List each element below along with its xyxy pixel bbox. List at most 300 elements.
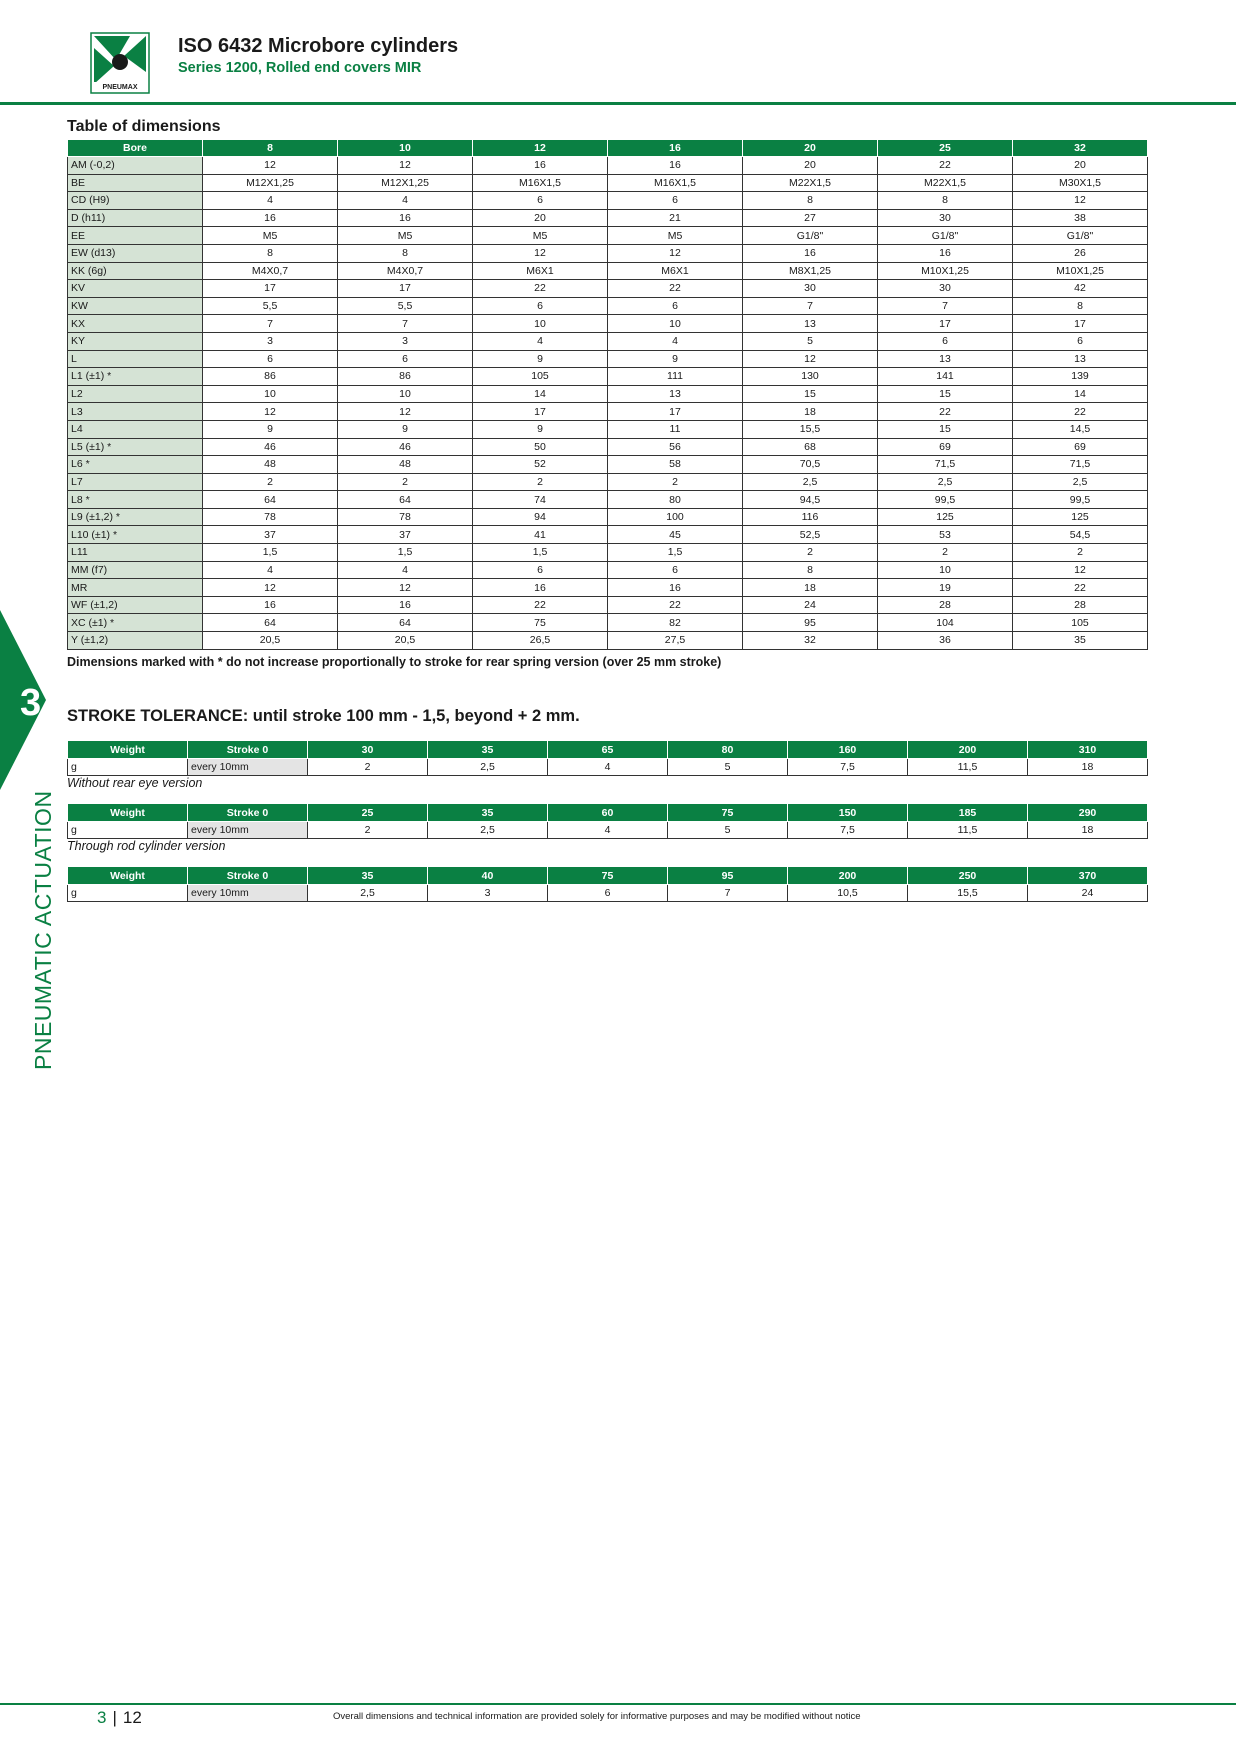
table-cell: M16X1,5	[473, 174, 608, 192]
weight-cell: 3	[428, 885, 548, 902]
table-cell: M16X1,5	[608, 174, 743, 192]
table-cell: 3	[203, 332, 338, 350]
table-cell: 75	[473, 614, 608, 632]
table-cell: 4	[203, 192, 338, 210]
table-cell: 94,5	[743, 491, 878, 509]
weight-header-cell: 35	[308, 867, 428, 885]
weight-table-2	[67, 803, 1148, 839]
table-cell: 46	[203, 438, 338, 456]
weight-cell: 2	[308, 759, 428, 776]
row-label: L8 *	[68, 491, 203, 509]
table-cell: 53	[878, 526, 1013, 544]
bore-column-header: 16	[608, 140, 743, 157]
table-row	[68, 350, 1148, 368]
table-cell: 22	[608, 280, 743, 298]
table-cell: G1/8"	[743, 227, 878, 245]
table-cell: 99,5	[878, 491, 1013, 509]
table-cell: 10	[338, 385, 473, 403]
table-cell: 26,5	[473, 632, 608, 650]
table-cell: 94	[473, 508, 608, 526]
table-cell: 12	[338, 403, 473, 421]
table-row	[68, 403, 1148, 421]
row-label: MM (f7)	[68, 561, 203, 579]
table-cell: 12	[1013, 192, 1148, 210]
weight-header-cell: 80	[668, 741, 788, 759]
table-cell: M5	[608, 227, 743, 245]
table-row	[68, 526, 1148, 544]
row-label: BE	[68, 174, 203, 192]
chapter-number: 3	[20, 682, 42, 724]
weight-header-cell: 60	[548, 804, 668, 822]
table-cell: 5,5	[338, 297, 473, 315]
table-cell: 7	[743, 297, 878, 315]
bore-column-header: 10	[338, 140, 473, 157]
row-label: L1 (±1) *	[68, 368, 203, 386]
weight-header-cell: Weight	[68, 867, 188, 885]
table-cell: 6	[878, 332, 1013, 350]
table-cell: M10X1,25	[878, 262, 1013, 280]
table-cell: 1,5	[608, 544, 743, 562]
table-cell: 2	[878, 544, 1013, 562]
table-row	[68, 473, 1148, 491]
table-cell: 17	[608, 403, 743, 421]
table-cell: 22	[1013, 403, 1148, 421]
table-cell: 12	[338, 157, 473, 175]
table-cell: 12	[473, 244, 608, 262]
weight-value-row	[68, 759, 1148, 776]
table-cell: 46	[338, 438, 473, 456]
table-cell: 10	[878, 561, 1013, 579]
table-cell: 6	[608, 297, 743, 315]
weight-cell: g	[68, 759, 188, 776]
table-cell: 22	[473, 280, 608, 298]
table-cell: G1/8"	[1013, 227, 1148, 245]
table-cell: 6	[473, 561, 608, 579]
table-cell: 7	[203, 315, 338, 333]
table-row	[68, 297, 1148, 315]
table-cell: 86	[203, 368, 338, 386]
weight-header-row	[68, 741, 1148, 759]
table-cell: 64	[203, 491, 338, 509]
weight-table-1	[67, 740, 1148, 776]
table-cell: 12	[338, 579, 473, 597]
page-separator: |	[112, 1708, 117, 1727]
table-cell: 68	[743, 438, 878, 456]
weight-header-cell: 35	[428, 741, 548, 759]
table-cell: 48	[203, 456, 338, 474]
table-row	[68, 632, 1148, 650]
bore-column-header: 12	[473, 140, 608, 157]
table-cell: 1,5	[473, 544, 608, 562]
table-cell: 16	[203, 209, 338, 227]
table-cell: 4	[473, 332, 608, 350]
table-cell: 6	[203, 350, 338, 368]
table-cell: 116	[743, 508, 878, 526]
table-cell: 54,5	[1013, 526, 1148, 544]
weight-header-row	[68, 804, 1148, 822]
table-cell: 9	[338, 420, 473, 438]
weight-header-cell: Stroke 0	[188, 804, 308, 822]
stroke-tolerance-title: STROKE TOLERANCE: until stroke 100 mm - 1,5, beyond + 2 mm.	[67, 707, 580, 725]
table-cell: 22	[878, 403, 1013, 421]
logo-text: PNEUMAX	[102, 84, 138, 91]
weight-header-cell: 370	[1028, 867, 1148, 885]
weight-value-row	[68, 822, 1148, 839]
table-cell: 52,5	[743, 526, 878, 544]
table-cell: 37	[203, 526, 338, 544]
table-cell: 11	[608, 420, 743, 438]
page-section: 3	[97, 1708, 107, 1727]
table-cell: 22	[1013, 579, 1148, 597]
table-cell: M10X1,25	[1013, 262, 1148, 280]
table-cell: 8	[743, 561, 878, 579]
table-cell: 1,5	[338, 544, 473, 562]
row-label: KV	[68, 280, 203, 298]
table-cell: 27	[743, 209, 878, 227]
table-cell: 24	[743, 596, 878, 614]
table-cell: 37	[338, 526, 473, 544]
table-cell: 4	[338, 192, 473, 210]
row-label: MR	[68, 579, 203, 597]
weight-header-cell: 150	[788, 804, 908, 822]
weight-header-cell: 185	[908, 804, 1028, 822]
table-cell: 7	[878, 297, 1013, 315]
table-cell: 1,5	[203, 544, 338, 562]
row-label: L9 (±1,2) *	[68, 508, 203, 526]
weight-header-cell: 30	[308, 741, 428, 759]
table-cell: G1/8"	[878, 227, 1013, 245]
weight-cell: 11,5	[908, 822, 1028, 839]
table-cell: 50	[473, 438, 608, 456]
table-cell: 20	[1013, 157, 1148, 175]
footer-disclaimer: Overall dimensions and technical information are provided solely for informative purposes and may be modified without notice	[333, 1711, 861, 1722]
table-row	[68, 491, 1148, 509]
table-cell: M6X1	[473, 262, 608, 280]
weight-cell: 2	[308, 822, 428, 839]
table-cell: 14,5	[1013, 420, 1148, 438]
table-cell: 16	[338, 209, 473, 227]
table-cell: 2	[338, 473, 473, 491]
table-cell: 6	[338, 350, 473, 368]
table-cell: 3	[338, 332, 473, 350]
table-cell: 100	[608, 508, 743, 526]
row-label: EE	[68, 227, 203, 245]
table-cell: 64	[338, 614, 473, 632]
table-row	[68, 280, 1148, 298]
bore-header: Bore	[68, 140, 203, 157]
weight-header-cell: 95	[668, 867, 788, 885]
table-cell: 10	[608, 315, 743, 333]
table-row	[68, 332, 1148, 350]
table-cell: 17	[878, 315, 1013, 333]
table-cell: 13	[1013, 350, 1148, 368]
table-cell: 9	[608, 350, 743, 368]
table-cell: 74	[473, 491, 608, 509]
table-cell: 12	[743, 350, 878, 368]
row-label: Y (±1,2)	[68, 632, 203, 650]
table-cell: 20,5	[338, 632, 473, 650]
row-label: L7	[68, 473, 203, 491]
table-row	[68, 508, 1148, 526]
table-cell: 5	[743, 332, 878, 350]
table-cell: 58	[608, 456, 743, 474]
weight-header-cell: 290	[1028, 804, 1148, 822]
table-cell: 20	[473, 209, 608, 227]
table-cell: 70,5	[743, 456, 878, 474]
table-row	[68, 579, 1148, 597]
table-cell: 22	[608, 596, 743, 614]
row-label: L6 *	[68, 456, 203, 474]
row-label: CD (H9)	[68, 192, 203, 210]
table-cell: 5,5	[203, 297, 338, 315]
table-cell: 30	[878, 280, 1013, 298]
weight-cell: every 10mm	[188, 822, 308, 839]
table-cell: 22	[878, 157, 1013, 175]
weight-header-cell: 35	[428, 804, 548, 822]
weight-header-cell: Stroke 0	[188, 867, 308, 885]
weight-header-cell: 310	[1028, 741, 1148, 759]
table-cell: M12X1,25	[338, 174, 473, 192]
chapter-label: PNEUMATIC ACTUATION	[30, 790, 56, 1070]
table-cell: 99,5	[1013, 491, 1148, 509]
table-cell: 4	[203, 561, 338, 579]
table-cell: 130	[743, 368, 878, 386]
table-cell: 2,5	[878, 473, 1013, 491]
row-label: KY	[68, 332, 203, 350]
table-cell: 125	[1013, 508, 1148, 526]
table-cell: 105	[473, 368, 608, 386]
table-cell: 6	[608, 561, 743, 579]
page-number	[97, 1708, 142, 1728]
table-cell: 12	[203, 157, 338, 175]
row-label: AM (-0,2)	[68, 157, 203, 175]
table-cell: 2	[743, 544, 878, 562]
bore-column-header: 32	[1013, 140, 1148, 157]
dimensions-title: Table of dimensions	[67, 118, 221, 135]
table-row	[68, 544, 1148, 562]
table-cell: 80	[608, 491, 743, 509]
table-cell: 30	[878, 209, 1013, 227]
table-cell: 10	[473, 315, 608, 333]
table-cell: M8X1,25	[743, 262, 878, 280]
table-cell: 111	[608, 368, 743, 386]
dimensions-header-row	[68, 140, 1148, 157]
weight-value-row	[68, 885, 1148, 902]
weight-header-cell: 250	[908, 867, 1028, 885]
table-row	[68, 438, 1148, 456]
table-cell: 8	[338, 244, 473, 262]
table-cell: 16	[878, 244, 1013, 262]
table-cell: 16	[473, 579, 608, 597]
dimensions-table	[67, 139, 1148, 650]
table-cell: M22X1,5	[878, 174, 1013, 192]
weight-cell: every 10mm	[188, 885, 308, 902]
weight-caption-1: Without rear eye version	[67, 776, 203, 790]
row-label: KK (6g)	[68, 262, 203, 280]
page-title: ISO 6432 Microbore cylinders	[178, 35, 459, 57]
table-cell: 2	[608, 473, 743, 491]
weight-cell: 7,5	[788, 822, 908, 839]
row-label: XC (±1) *	[68, 614, 203, 632]
table-cell: M30X1,5	[1013, 174, 1148, 192]
weight-header-cell: Stroke 0	[188, 741, 308, 759]
table-cell: 7	[338, 315, 473, 333]
row-label: L	[68, 350, 203, 368]
weight-caption-2: Through rod cylinder version	[67, 839, 226, 853]
table-cell: 8	[743, 192, 878, 210]
weight-header-cell: Weight	[68, 741, 188, 759]
table-cell: 64	[203, 614, 338, 632]
row-label: WF (±1,2)	[68, 596, 203, 614]
weight-cell: 7	[668, 885, 788, 902]
table-cell: 78	[203, 508, 338, 526]
page-subtitle: Series 1200, Rolled end covers MIR	[178, 60, 422, 76]
table-cell: 10	[203, 385, 338, 403]
table-cell: 6	[1013, 332, 1148, 350]
table-cell: 32	[743, 632, 878, 650]
table-cell: 125	[878, 508, 1013, 526]
table-cell: 105	[1013, 614, 1148, 632]
weight-cell: 2,5	[308, 885, 428, 902]
table-cell: 17	[338, 280, 473, 298]
table-cell: M5	[203, 227, 338, 245]
weight-cell: g	[68, 822, 188, 839]
table-cell: 16	[608, 157, 743, 175]
weight-cell: 18	[1028, 759, 1148, 776]
table-row	[68, 157, 1148, 175]
table-row	[68, 561, 1148, 579]
table-cell: 48	[338, 456, 473, 474]
table-cell: 20,5	[203, 632, 338, 650]
table-cell: 9	[473, 420, 608, 438]
weight-header-cell: 75	[548, 867, 668, 885]
table-cell: 13	[878, 350, 1013, 368]
page-index: 12	[122, 1708, 142, 1727]
table-cell: 2,5	[743, 473, 878, 491]
table-row	[68, 262, 1148, 280]
weight-header-cell: 160	[788, 741, 908, 759]
table-cell: M12X1,25	[203, 174, 338, 192]
table-row	[68, 596, 1148, 614]
table-row	[68, 420, 1148, 438]
weight-cell: 7,5	[788, 759, 908, 776]
table-cell: 82	[608, 614, 743, 632]
table-cell: M5	[473, 227, 608, 245]
bore-column-header: 25	[878, 140, 1013, 157]
weight-header-row	[68, 867, 1148, 885]
table-cell: 16	[203, 596, 338, 614]
weight-cell: g	[68, 885, 188, 902]
table-cell: 22	[473, 596, 608, 614]
header-divider	[0, 102, 1236, 105]
table-row	[68, 227, 1148, 245]
table-cell: 16	[338, 596, 473, 614]
weight-header-cell: 65	[548, 741, 668, 759]
table-cell: 104	[878, 614, 1013, 632]
row-label: EW (d13)	[68, 244, 203, 262]
table-cell: 20	[743, 157, 878, 175]
table-row	[68, 385, 1148, 403]
table-row	[68, 368, 1148, 386]
weight-cell: 4	[548, 822, 668, 839]
weight-cell: 15,5	[908, 885, 1028, 902]
row-label: L10 (±1) *	[68, 526, 203, 544]
row-label: D (h11)	[68, 209, 203, 227]
table-cell: 28	[878, 596, 1013, 614]
pneumax-logo	[90, 32, 150, 94]
dimensions-note: Dimensions marked with * do not increase proportionally to stroke for rear spring version (over 25 mm stroke)	[67, 655, 722, 669]
table-cell: 15,5	[743, 420, 878, 438]
table-row	[68, 456, 1148, 474]
weight-cell: 11,5	[908, 759, 1028, 776]
table-cell: 13	[743, 315, 878, 333]
row-label: KX	[68, 315, 203, 333]
table-cell: 28	[1013, 596, 1148, 614]
table-cell: 17	[203, 280, 338, 298]
table-cell: M22X1,5	[743, 174, 878, 192]
row-label: KW	[68, 297, 203, 315]
row-label: L2	[68, 385, 203, 403]
weight-cell: 2,5	[428, 822, 548, 839]
table-cell: 2	[1013, 544, 1148, 562]
weight-cell: 24	[1028, 885, 1148, 902]
table-cell: 95	[743, 614, 878, 632]
table-cell: 69	[878, 438, 1013, 456]
table-cell: M4X0,7	[338, 262, 473, 280]
row-label: L4	[68, 420, 203, 438]
table-cell: 14	[473, 385, 608, 403]
weight-cell: 2,5	[428, 759, 548, 776]
table-cell: 13	[608, 385, 743, 403]
row-label: L5 (±1) *	[68, 438, 203, 456]
table-cell: 4	[608, 332, 743, 350]
table-cell: 2	[203, 473, 338, 491]
table-cell: 41	[473, 526, 608, 544]
row-label: L11	[68, 544, 203, 562]
table-cell: 12	[1013, 561, 1148, 579]
weight-cell: 4	[548, 759, 668, 776]
table-cell: 78	[338, 508, 473, 526]
table-row	[68, 315, 1148, 333]
table-cell: 69	[1013, 438, 1148, 456]
table-cell: 9	[473, 350, 608, 368]
table-cell: 36	[878, 632, 1013, 650]
weight-header-cell: Weight	[68, 804, 188, 822]
footer-divider	[0, 1703, 1236, 1705]
weight-cell: 5	[668, 822, 788, 839]
table-cell: 9	[203, 420, 338, 438]
table-cell: 8	[878, 192, 1013, 210]
table-cell: 16	[473, 157, 608, 175]
weight-cell: every 10mm	[188, 759, 308, 776]
table-cell: 8	[203, 244, 338, 262]
table-cell: 45	[608, 526, 743, 544]
table-cell: 4	[338, 561, 473, 579]
table-cell: 141	[878, 368, 1013, 386]
table-cell: 56	[608, 438, 743, 456]
weight-header-cell: 25	[308, 804, 428, 822]
table-cell: 86	[338, 368, 473, 386]
table-cell: 6	[608, 192, 743, 210]
table-cell: 2,5	[1013, 473, 1148, 491]
weight-header-cell: 75	[668, 804, 788, 822]
weight-header-cell: 40	[428, 867, 548, 885]
table-cell: 15	[878, 385, 1013, 403]
table-cell: 71,5	[878, 456, 1013, 474]
table-row	[68, 244, 1148, 262]
table-cell: 12	[203, 579, 338, 597]
weight-header-cell: 200	[908, 741, 1028, 759]
